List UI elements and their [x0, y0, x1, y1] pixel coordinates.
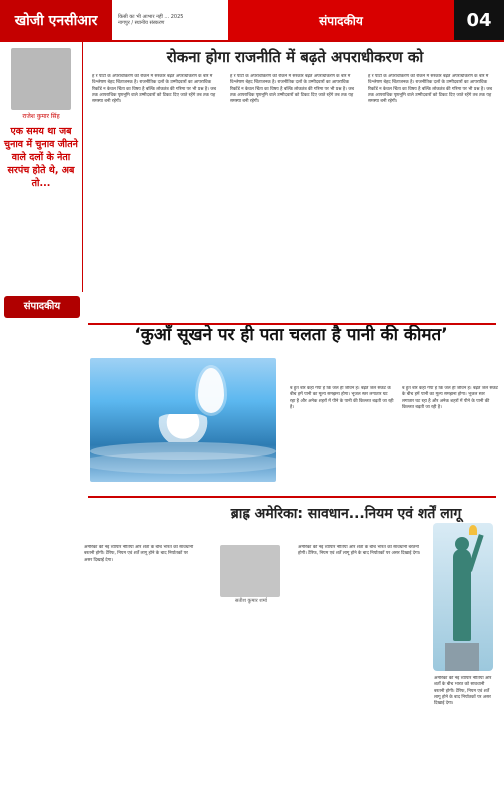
dateline-top: किसी का भी आभार नहीं ... 2025 — [118, 14, 184, 20]
author-name: राजेश कुमार सिंह — [22, 113, 60, 120]
section-divider-2 — [88, 496, 496, 498]
page-header — [0, 0, 504, 40]
water-drop-icon — [198, 368, 224, 413]
trade-headline: ब्राह्र अमेरिका: सावधान...नियम एवं शर्तें लागू — [230, 506, 462, 522]
statue-base — [445, 643, 479, 671]
water-story-right: ब हुत बार कहा गया है कि जल ही जीवन है। बढ़ते जल संकट के बीच हमें पानी का मूल्य समझना होगा। भूजल स्तर लगातार घट रहा है और अनेक शहरों में पीने के पानी की किल्लत बढ़ती जा रही है। — [402, 386, 498, 410]
quote-text: एक समय था जब चुनाव में चुनाव जीतने वाले दलों के नेता सरपंच होते थे, अब तो... — [4, 126, 78, 189]
water-story-middle: ब हुत बार कहा गया है कि जल ही जीवन है। बढ़ते जल संकट के बीच हमें पानी का मूल्य समझना होगा। भूजल स्तर लगातार घट रहा है और अनेक शहरों में पीने के पानी की किल्लत बढ़ती जा रही है। — [290, 386, 394, 410]
columnist-photo-bottom — [220, 545, 280, 597]
section-title: संपादकीय — [228, 0, 454, 40]
section-divider-1 — [88, 323, 496, 325]
trade-story-right: अमेरिका की नई व्यापार नीतियों और शर्तों के बीच भारत को सावधानी बरतनी होगी। टैरिफ, नियम एवं शर्तें लागू होने के बाद निर्यातकों पर असर दिखाई देगा। — [434, 676, 492, 707]
main-headline: रोकना होगा राजनीति में बढ़ते अपराधीकरण को — [166, 48, 424, 66]
trade-story-left: अमेरिका की नई व्यापार नीतियों और शर्तों के बीच भारत को सावधानी बरतनी होगी। टैरिफ, नियम एवं शर्तें लागू होने के बाद निर्यातकों पर असर दिखाई देगा। — [84, 545, 194, 563]
water-image — [90, 358, 276, 482]
water-headline: ‘कुआँ सूखने पर ही पता चलता है पानी की कीमत’ — [134, 325, 448, 345]
author-photo — [11, 48, 71, 110]
statue-image — [433, 523, 493, 671]
columnist-name-bottom: सतीश कुमार शर्मा — [235, 598, 267, 604]
dateline-bottom: नागपुर / स्थानीय संस्करण — [118, 20, 165, 26]
header-divider — [0, 40, 504, 42]
torch-icon — [469, 525, 477, 535]
page-number: 04 — [454, 0, 504, 40]
story-column-1: ह र पार्टी के अपराधीकरण को रोकने में सरकार बढ़ते अपराधीकरण के बारे में विश्लेषण बेहद चिंताजनक है। राजनीतिक दलों के उम्मीदवारों का आपराधिक रिकॉर्ड न केवल चिंता का विषय है बल्कि लोकतंत्र की गरिमा पर भी प्रश्न है। जब तक आपराधिक पृष्ठभूमि वाले उम्मीदवारों को टिकट दिए जाते रहेंगे तब तक यह समस्या बनी रहेगी। — [92, 74, 216, 105]
water-wave-secondary — [80, 452, 285, 474]
water-splash — [148, 414, 218, 442]
editorial-label: संपादकीय — [4, 296, 80, 318]
trade-story-middle: अमेरिका की नई व्यापार नीतियों और शर्तों के बीच भारत को सावधानी बरतनी होगी। टैरिफ, नियम एवं शर्तें लागू होने के बाद निर्यातकों पर असर दिखाई देगा। — [298, 545, 421, 557]
brand-title: खोजी एनसीआर — [0, 0, 112, 40]
story-column-3: ह र पार्टी के अपराधीकरण को रोकने में सरकार बढ़ते अपराधीकरण के बारे में विश्लेषण बेहद चिंताजनक है। राजनीतिक दलों के उम्मीदवारों का आपराधिक रिकॉर्ड न केवल चिंता का विषय है बल्कि लोकतंत्र की गरिमा पर भी प्रश्न है। जब तक आपराधिक पृष्ठभूमि वाले उम्मीदवारों को टिकट दिए जाते रहेंगे तब तक यह समस्या बनी रहेगी। — [368, 74, 492, 105]
left-quote-box — [0, 40, 83, 292]
dateline — [112, 0, 234, 40]
story-column-2: ह र पार्टी के अपराधीकरण को रोकने में सरकार बढ़ते अपराधीकरण के बारे में विश्लेषण बेहद चिंताजनक है। राजनीतिक दलों के उम्मीदवारों का आपराधिक रिकॉर्ड न केवल चिंता का विषय है बल्कि लोकतंत्र की गरिमा पर भी प्रश्न है। जब तक आपराधिक पृष्ठभूमि वाले उम्मीदवारों को टिकट दिए जाते रहेंगे तब तक यह समस्या बनी रहेगी। — [230, 74, 354, 105]
statue-body — [453, 549, 471, 641]
